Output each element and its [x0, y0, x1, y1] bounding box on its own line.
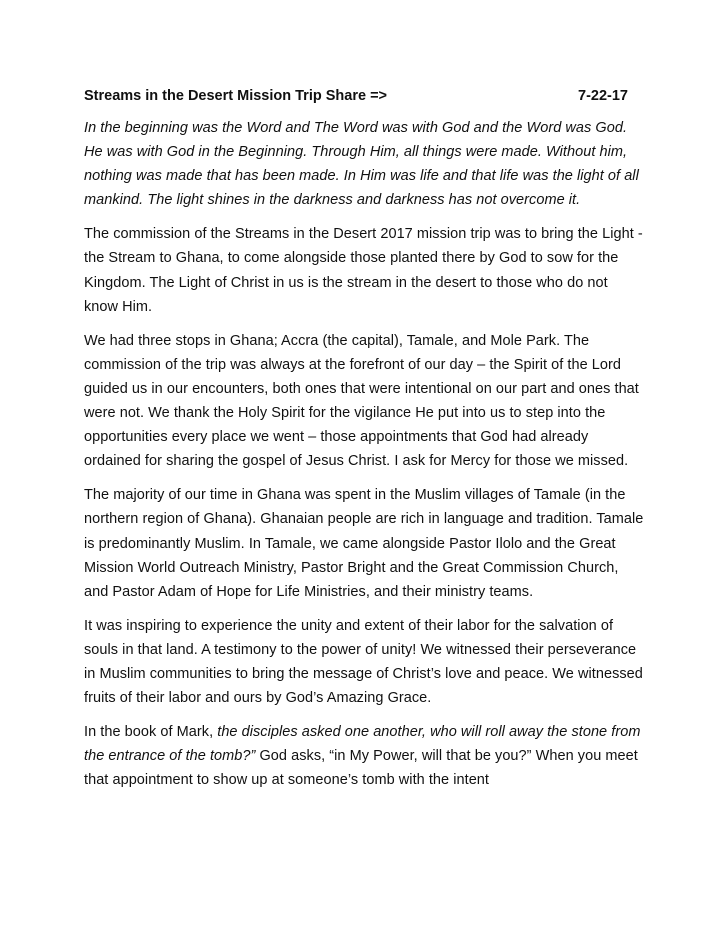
paragraph-unity: It was inspiring to experience the unity and extent of their labor for the salvation of souls in that land. A testimony to the power of unity! We witnessed their perseverance in Muslim communities to bring the message of Christ’s love and peace. We witnessed fruits of their labor and ours by God’s Amazing Grace. — [84, 617, 643, 707]
paragraph-tamale: The majority of our time in Ghana was spent in the Muslim villages of Tamale (in the northern region of Ghana). Ghanaian people are rich in language and tradition. Tamale is predominantly Muslim. In Tamale, we came alongside Pastor Ilolo and the Great Mission World Outreach Ministry, Pastor Bright and the Great Commission Church, and Pastor Adam of Hope for Life Ministries, and their ministry teams. — [84, 487, 644, 600]
mark-lead-text: In the book of Mark, — [84, 724, 218, 741]
paragraph-three-stops: We had three stops in Ghana; Accra (the capital), Tamale, and Mole Park. The commission of the trip was always at the forefront of our day – the Spirit of the Lord guided us in our encounters, both ones that were intentional on our part and ones that were not. We thank the Holy Spirit for the vigilance He put into us to step into the opportunities every place we went – those appointments that God had already ordained for sharing the gospel of Jesus Christ. I ask for Mercy for those we missed. — [84, 332, 639, 470]
mark-italic-quote: the disciples asked one another, who will roll away the stone from the entrance of the tomb?” — [84, 724, 641, 765]
paragraph-commission: The commission of the Streams in the Desert 2017 mission trip was to bring the Light - the Stream to Ghana, to come alongside those planted there by God to sow for the Kingdom. The Light of Christ in us is the stream in the desert to those who do not know Him. — [84, 226, 643, 315]
intro-scripture-paragraph: In the beginning was the Word and The Word was with God and the Word was God. He was with God in the Beginning. Through Him, all things were made. Without him, nothing was made that has been made. In Him was life and that life was the light of all mankind. The light shines in the darkness and darkness has not overcome it. — [84, 120, 639, 209]
mark-tail-text: God asks, “in My Power, will that be you?” When you meet that appointment to show up at someone’s tomb with the intent — [84, 748, 638, 789]
document-title: Streams in the Desert Mission Trip Share => — [84, 88, 387, 104]
paragraph-mark — [84, 720, 644, 792]
document-date: 7-22-17 — [578, 88, 628, 104]
document-body — [84, 84, 644, 802]
document-header — [84, 84, 644, 108]
